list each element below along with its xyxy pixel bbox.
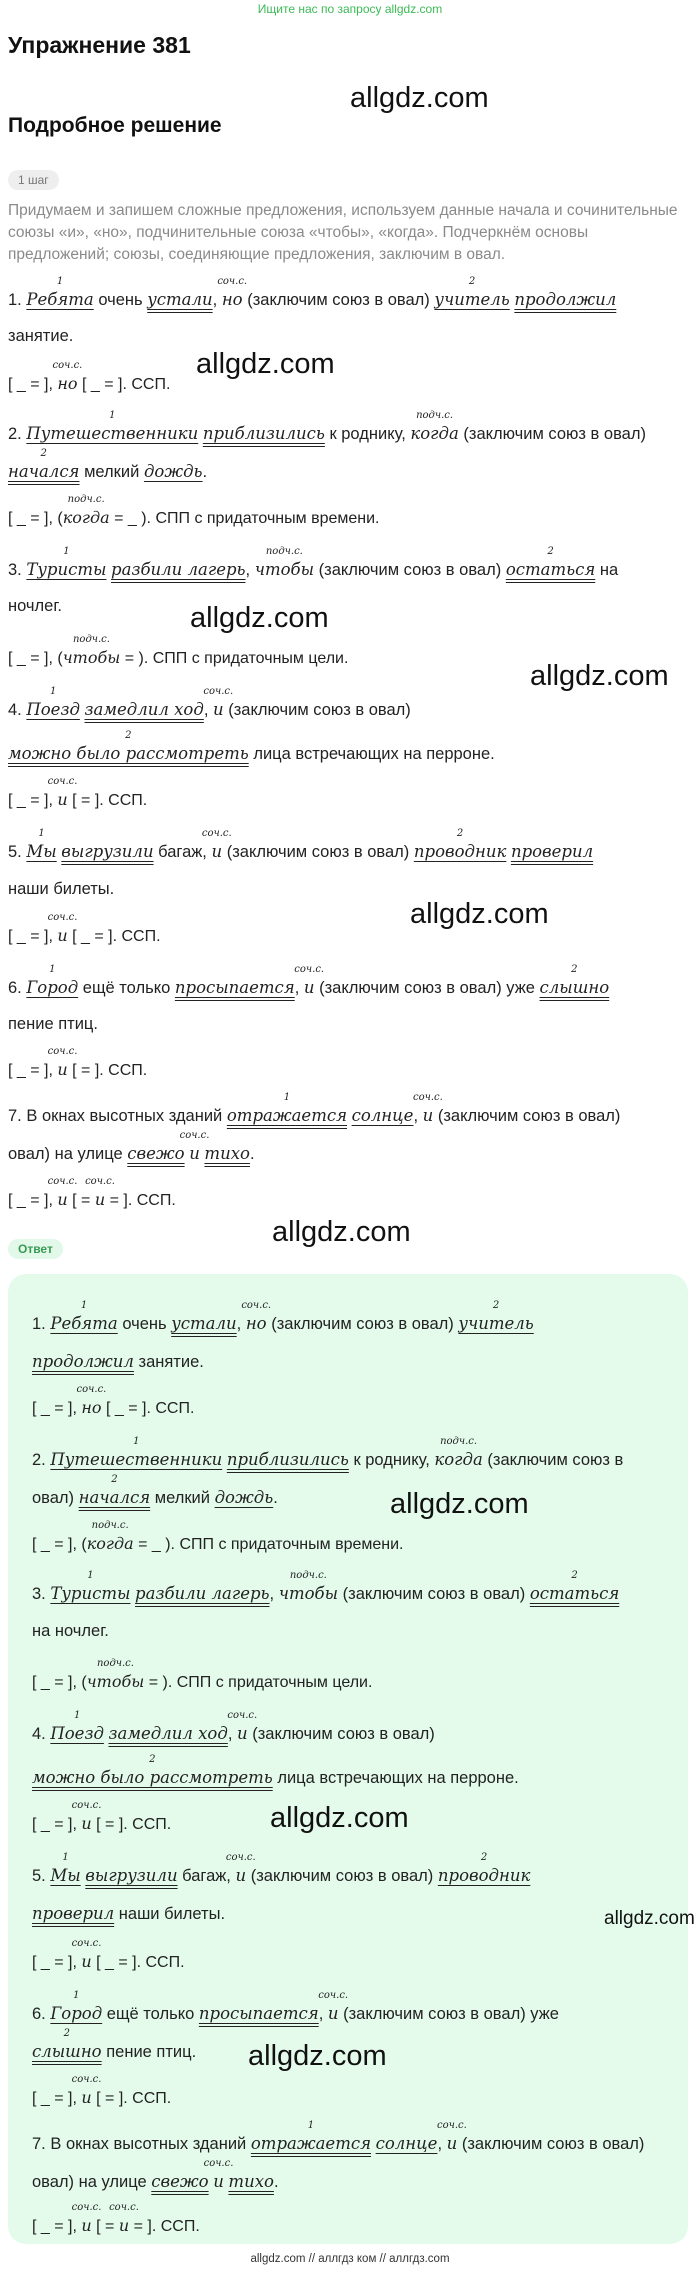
answer-scheme-7: [ _ = ], соч.с. и [ = соч.с. и = ]. ССП. <box>32 2202 200 2235</box>
section-title: Подробное решение <box>8 114 222 137</box>
intro-text: Придумаем и запишем сложные предложения, используем данные начала и сочинительные союзы «и», «но», подчинительные союза «чтобы», «когда». Подчеркнём основы предложений; союзы, соединяющие предложения, заключим в овал. <box>8 202 678 263</box>
top-search-link[interactable]: Ищите нас по запросу allgdz.com <box>257 2 443 16</box>
watermark: allgdz.com <box>604 1908 695 1929</box>
answer-4-line-1: 4. 1 Поезд замедлил ход, соч.с. и (заключим союз в овал) <box>32 1710 435 1743</box>
sentence-3-line-2: ночлег. <box>8 597 62 615</box>
conjunction: соч.с. но <box>217 276 248 309</box>
watermark: allgdz.com <box>530 660 669 692</box>
watermark: allgdz.com <box>248 2040 387 2072</box>
sentence-6-line-1: 6. 1 Город ещё только просыпается, соч.с. и (заключим союз в овал) уже 2 слышно <box>8 964 610 997</box>
scheme-4: [ _ = ], соч.с. и [ = ]. ССП. <box>8 776 148 809</box>
scheme-2: [ _ = ], ( подч.с. когда = _ ). СПП с придаточным времени. <box>8 494 380 527</box>
scheme-7: [ _ = ], соч.с. и [ = соч.с. и = ]. ССП. <box>8 1176 176 1209</box>
sentence-4-line-1: 4. 1 Поезд замедлил ход, соч.с. и (заключим союз в овал) <box>8 686 411 719</box>
answer-3-line-2: на ночлег. <box>32 1622 109 1640</box>
scheme-6: [ _ = ], соч.с. и [ = ]. ССП. <box>8 1046 148 1079</box>
answer-2-line-2: овал) 2 начался мелкий дождь. <box>32 1474 278 1507</box>
watermark: allgdz.com <box>196 348 335 380</box>
sentence-7-line-2: овал) на улице свежо соч.с. и тихо. <box>8 1130 255 1163</box>
answer-scheme-3: [ _ = ], ( подч.с. чтобы = ). СПП с придаточным цели. <box>32 1658 373 1691</box>
sentence-5-line-1: 5. 1 Мы выгрузили багаж, соч.с. и (заключим союз в овал) 2 проводник проверил <box>8 828 594 861</box>
answer-1-line-1: 1. 1 Ребята очень устали, соч.с. но (заключим союз в овал) 2 учитель <box>32 1300 534 1333</box>
answer-6-line-2: 2 слышно пение птиц. <box>32 2028 197 2061</box>
sentence-5-line-2: наши билеты. <box>8 880 115 898</box>
answer-7-line-2: овал) на улице свежо соч.с. и тихо. <box>32 2158 279 2191</box>
predicate: продолжил <box>514 290 617 309</box>
sentence-6-line-2: пение птиц. <box>8 1015 98 1033</box>
page-title: Упражнение 381 <box>8 32 191 58</box>
watermark: allgdz.com <box>270 1802 409 1834</box>
subject: 1 Ребята <box>26 276 94 309</box>
answer-scheme-2: [ _ = ], ( подч.с. когда = _ ). СПП с придаточным времени. <box>32 1520 404 1553</box>
answer-1-line-2: продолжил занятие. <box>32 1352 204 1371</box>
sentence-3-line-1: 3. 1 Туристы разбили лагерь, подч.с. чтобы (заключим союз в овал) 2 остаться на <box>8 546 619 579</box>
watermark: allgdz.com <box>390 1488 529 1520</box>
watermark: allgdz.com <box>190 602 329 634</box>
sentence-2-line-1: 2. 1 Путешественники приблизились к роднику, подч.с. когда (заключим союз в овал) <box>8 410 646 443</box>
answer-scheme-6: [ _ = ], соч.с. и [ = ]. ССП. <box>32 2074 172 2107</box>
answer-6-line-1: 6. 1 Город ещё только просыпается, соч.с. и (заключим союз в овал) уже <box>32 1990 559 2023</box>
answer-4-line-2: 2 можно было рассмотреть лица встречающих на перроне. <box>32 1754 519 1787</box>
sentence-4-line-2: 2 можно было рассмотреть лица встречающих на перроне. <box>8 730 495 763</box>
subject: 2 учитель <box>434 276 510 309</box>
predicate: устали <box>147 290 213 309</box>
footer-links[interactable]: allgdz.com // аллгдз ком // аллгдз.com <box>250 2253 450 2265</box>
sentence-2-line-2: 2 начался мелкий дождь. <box>8 448 208 481</box>
scheme-1: [ _ = ], соч.с. но [ _ = ]. ССП. <box>8 360 171 393</box>
sentence-7-line-1: 7. В окнах высотных зданий 1 отражается солнце, соч.с. и (заключим союз в овал) <box>8 1092 621 1125</box>
answer-scheme-1: [ _ = ], соч.с. но [ _ = ]. ССП. <box>32 1384 195 1417</box>
answer-scheme-5: [ _ = ], соч.с. и [ _ = ]. ССП. <box>32 1938 185 1971</box>
sentence-1-line-1: 1. 1 Ребята очень устали, соч.с. но (заключим союз в овал) 2 учитель продолжил <box>8 276 617 309</box>
watermark: allgdz.com <box>410 898 549 930</box>
answer-scheme-4: [ _ = ], соч.с. и [ = ]. ССП. <box>32 1800 172 1833</box>
answer-5-line-1: 5. 1 Мы выгрузили багаж, соч.с. и (заключим союз в овал) 2 проводник <box>32 1852 531 1885</box>
watermark: allgdz.com <box>272 1216 411 1248</box>
scheme-3: [ _ = ], ( подч.с. чтобы = ). СПП с придаточным цели. <box>8 634 349 667</box>
answer-2-line-1: 2. 1 Путешественники приблизились к роднику, подч.с. когда (заключим союз в <box>32 1436 624 1469</box>
step-badge: 1 шаг <box>8 170 59 190</box>
watermark: allgdz.com <box>350 82 489 114</box>
answer-5-line-2: проверил наши билеты. <box>32 1904 226 1923</box>
sentence-1-line-2: занятие. <box>8 327 74 345</box>
scheme-5: [ _ = ], соч.с. и [ _ = ]. ССП. <box>8 912 161 945</box>
answer-3-line-1: 3. 1 Туристы разбили лагерь, подч.с. чтобы (заключим союз в овал) 2 остаться <box>32 1570 620 1603</box>
answer-7-line-1: 7. В окнах высотных зданий 1 отражается солнце, соч.с. и (заключим союз в овал) <box>32 2120 645 2153</box>
answer-badge: Ответ <box>8 1239 63 1259</box>
